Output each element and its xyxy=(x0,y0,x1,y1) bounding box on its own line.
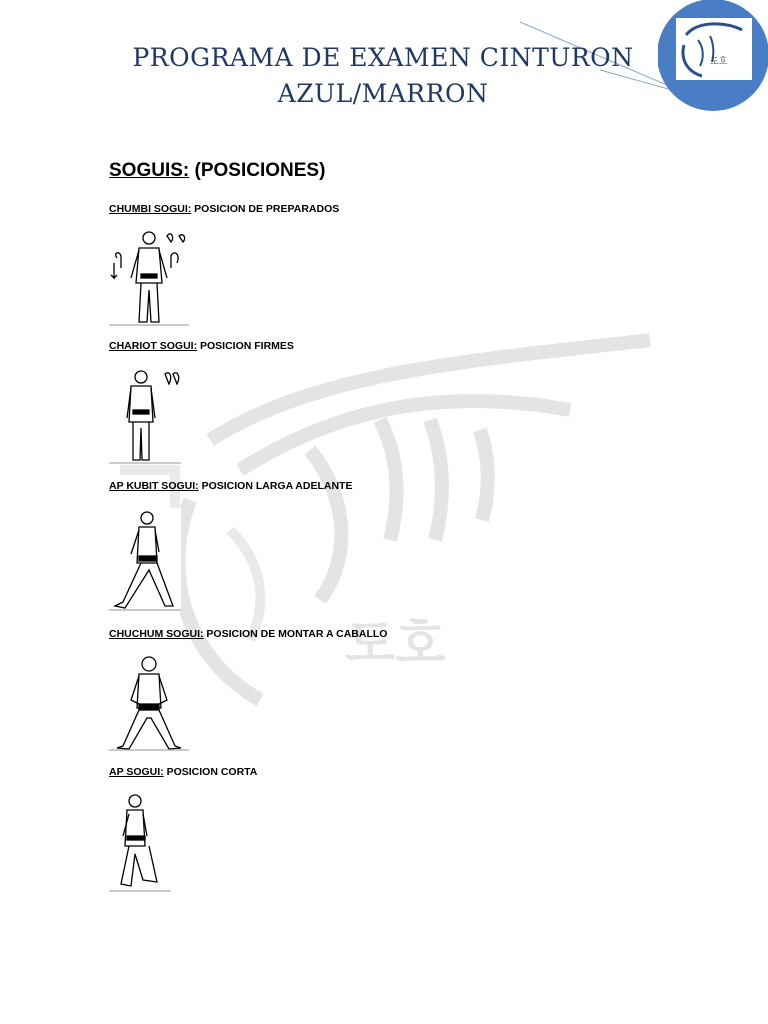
stance-label-ap xyxy=(109,766,257,778)
watermark-text: 도호 xyxy=(345,615,446,675)
stance-description: POSICION FIRMES xyxy=(197,340,294,352)
stance-label-ap-kubit xyxy=(109,480,352,492)
school-logo xyxy=(658,0,768,115)
stance-description: POSICION DE MONTAR A CABALLO xyxy=(203,628,388,640)
stance-description: POSICION DE PREPARADOS xyxy=(191,203,340,215)
ready-stance-figure xyxy=(109,228,189,326)
short-stance-figure xyxy=(109,792,171,892)
page-title xyxy=(100,40,666,112)
stance-label-chumbi xyxy=(109,203,339,215)
stance-label-chuchum xyxy=(109,628,387,640)
section-heading xyxy=(109,160,325,182)
logo-text: 도호 xyxy=(710,57,728,67)
section-heading-rest: (POSICIONES) xyxy=(189,160,326,181)
long-front-stance-figure xyxy=(109,508,181,612)
section-heading-underlined: SOGUIS: xyxy=(109,160,190,181)
stance-description: POSICION CORTA xyxy=(163,766,258,778)
stance-label-chariot xyxy=(109,340,294,352)
title-line-1: PROGRAMA DE EXAMEN CINTURON xyxy=(132,43,634,72)
stance-name: CHUCHUM SOGUI: xyxy=(109,628,204,640)
stance-name: CHUMBI SOGUI: xyxy=(109,203,192,215)
title-line-2: AZUL/MARRON xyxy=(277,79,489,108)
stance-name: AP SOGUI: xyxy=(109,766,164,778)
horse-riding-stance-figure xyxy=(109,654,189,752)
stance-name: AP KUBIT SOGUI: xyxy=(109,480,199,492)
stance-name: CHARIOT SOGUI: xyxy=(109,340,198,352)
attention-stance-figure xyxy=(109,366,181,464)
stance-description: POSICION LARGA ADELANTE xyxy=(198,480,353,492)
